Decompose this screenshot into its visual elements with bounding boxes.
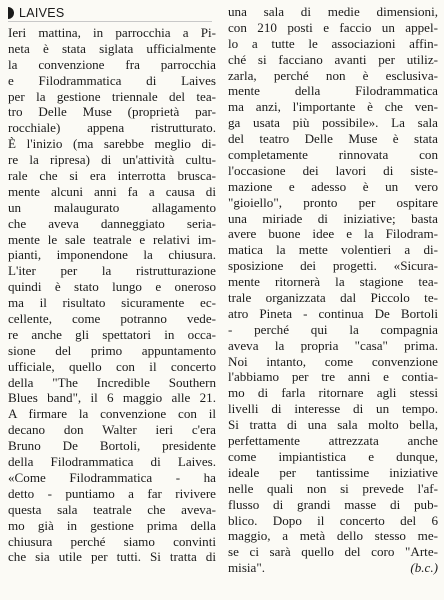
- text-line: blico. Dopo il concerto del 6: [228, 512, 438, 528]
- text-line: sposizione dei progetti. «Sicura-: [228, 258, 438, 274]
- text-line: e Filodrammatica di Laives: [8, 72, 216, 88]
- section-marker-icon: [8, 7, 14, 19]
- text-line: con 210 posti e faccio un appel-: [228, 19, 438, 35]
- text-line: Bruno De Bortoli, presidente: [8, 438, 216, 454]
- text-line: L'iter per la ristrutturazione: [8, 263, 216, 279]
- text-line: matica la mette volentieri a di-: [228, 242, 438, 258]
- text-line: lo a tutte le associazioni affin-: [228, 35, 438, 51]
- text-line: completamente rinnovata con: [228, 147, 438, 163]
- text-line: trale organizzata dal Piccolo te-: [228, 290, 438, 306]
- text-line: re la ripresa) di un'attività cultu-: [8, 152, 216, 168]
- text-line: atro Pineta - continua De Bortoli: [228, 305, 438, 321]
- text-line: aveva la propria "casa" prima.: [228, 337, 438, 353]
- text-line: ga usata più possibile». La sala: [228, 115, 438, 131]
- text-line: avere buone idee e la Filodram-: [228, 226, 438, 242]
- text-line: - perché qui la compagnia: [228, 321, 438, 337]
- text-line: re anche gli spettatori in occa-: [8, 326, 216, 342]
- text-line: l'abbiamo per tre anni e contia-: [228, 369, 438, 385]
- text-line: livelli di interesse di un tempo.: [228, 401, 438, 417]
- text-line: nelle quali non si prevede l'af-: [228, 480, 438, 496]
- text-line: mente le sale teatrale e relativi im-: [8, 231, 216, 247]
- text-line: "gioiello", pronto per ospitare: [228, 194, 438, 210]
- text-line: Blues band", il 6 maggio alle 21.: [8, 390, 216, 406]
- section-header: [8, 4, 212, 22]
- text-line: sione del primo appuntamento: [8, 342, 216, 358]
- text-line: della "The Incredible Southern: [8, 374, 216, 390]
- text-line: «Come Filodrammatica - ha: [8, 469, 216, 485]
- text-line: mazione e adesso è un vero: [228, 178, 438, 194]
- text-line: flusso di grandi masse di pub-: [228, 496, 438, 512]
- text-line: mente della Filodrammatica: [228, 83, 438, 99]
- article-body-left: [8, 25, 216, 565]
- article-column-left: [0, 0, 216, 600]
- text-line: A firmare la convenzione con il: [8, 406, 216, 422]
- text-line: come impiantistica e dunque,: [228, 448, 438, 464]
- text-line: detto - puntiamo a far rivivere: [8, 485, 216, 501]
- text-line: che aveva danneggiato seria-: [8, 215, 216, 231]
- section-label: LAIVES: [19, 5, 65, 20]
- text-line: tro Delle Muse (proprietà par-: [8, 104, 216, 120]
- text-line: mo di farla ritornare agli stessi: [228, 385, 438, 401]
- text-line: Ieri mattina, in parrocchia a Pi-: [8, 25, 216, 40]
- text-line: questa sala teatrale che aveva-: [8, 501, 216, 517]
- text-line: neta è stata siglata ufficialmente: [8, 40, 216, 56]
- article-body-right: [228, 4, 438, 560]
- text-line: quindi è stato lungo e oneroso: [8, 279, 216, 295]
- text-line: ma il risultato sicuramente ec-: [8, 295, 216, 311]
- closing-text: misia".: [228, 560, 265, 576]
- text-line: se ci sarà quello del coro "Arte-: [228, 544, 438, 560]
- text-line: l'occasione dei lavori di siste-: [228, 162, 438, 178]
- text-line: una miriade di iniziative; basta: [228, 210, 438, 226]
- text-line: ma anzi, l'importante è che ven-: [228, 99, 438, 115]
- text-line: Si tratta di una sala molto bella,: [228, 417, 438, 433]
- text-line: mente ritornerà la stagione tea-: [228, 274, 438, 290]
- text-line: un malaugurato allagamento: [8, 199, 216, 215]
- text-line: pianti, imponendone la chiusura.: [8, 247, 216, 263]
- text-line: ché si facciano avanti per utiliz-: [228, 51, 438, 67]
- text-line: chiusura perché siamo convinti: [8, 533, 216, 549]
- text-line: decano don Walter ieri c'era: [8, 422, 216, 438]
- text-line: È l'inizio (ma sarebbe meglio di-: [8, 136, 216, 152]
- text-line: della Filodrammatica di Laives.: [8, 454, 216, 470]
- text-line: mente alcuni anni fa a causa di: [8, 183, 216, 199]
- text-line: ufficiale, quello con il concerto: [8, 358, 216, 374]
- text-line: perfettamente attrezzata anche: [228, 433, 438, 449]
- text-line: una sala di medie dimensioni,: [228, 4, 438, 19]
- text-line: rale che si era interrotta brusca-: [8, 168, 216, 184]
- text-line: del teatro Delle Muse è stata: [228, 131, 438, 147]
- text-line: che sia utile per tutti. Si tratta di: [8, 549, 216, 565]
- author-byline: (b.c.): [410, 560, 438, 576]
- article-closing-line: [228, 560, 438, 576]
- text-line: Noi intanto, come convenzione: [228, 353, 438, 369]
- article-column-right: [216, 0, 444, 600]
- text-line: la convenzione fra parrocchia: [8, 56, 216, 72]
- text-line: mo già in gestione prima della: [8, 517, 216, 533]
- text-line: zarla, perché non è esclusiva-: [228, 67, 438, 83]
- text-line: cellente, come potranno vede-: [8, 311, 216, 327]
- text-line: per la gestione triennale del tea-: [8, 88, 216, 104]
- text-line: maggio, a metà dello stesso me-: [228, 528, 438, 544]
- text-line: rocchiale) appena ristrutturato.: [8, 120, 216, 136]
- text-line: ideale per tantissime iniziative: [228, 464, 438, 480]
